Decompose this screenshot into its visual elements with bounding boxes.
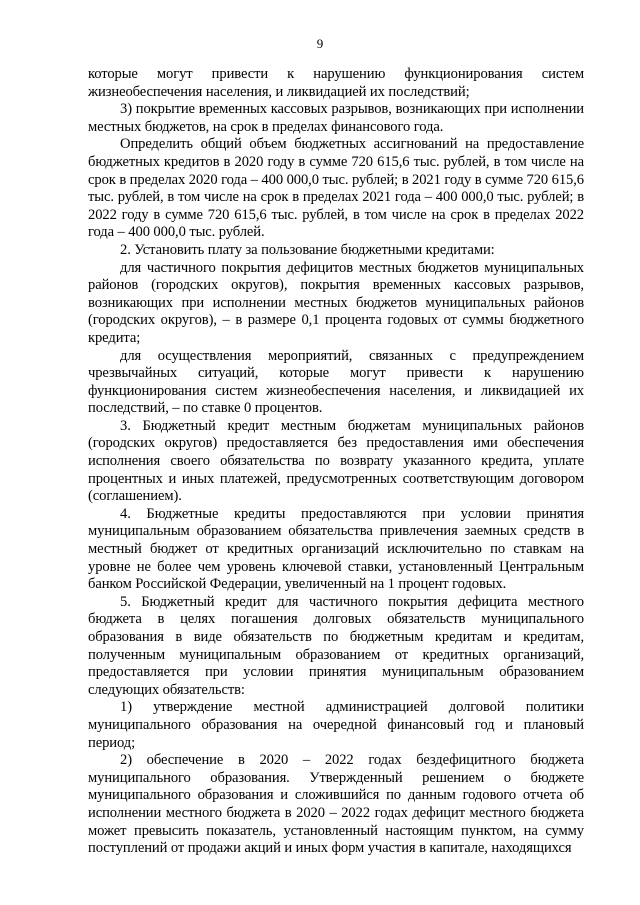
paragraph-section-4: 4. Бюджетные кредиты предоставляются при условии принятия муниципальным образованием обязательства привлечения заемных средств в местный бюджет от кредитных организаций исключительно по ставкам на уровне не более чем уровень ключевой ставки, установленный Центральным банком Российской Федерации, увеличенный на 1 процент годовых. [88,505,584,593]
paragraph-section-2: 2. Установить плату за пользование бюджетными кредитами: [120,241,495,258]
paragraph-obligation-1: 1) утверждение местной администрацией долговой политики муниципального образования на очередной финансовый год и плановый период; [88,699,584,751]
paragraph-deficit-coverage: для частичного покрытия дефицитов местных бюджетов муниципальных районов (городских округов), покрытия временных кассовых разрывов, возникающих при исполнении местных бюджетов муниципальных районов (городских округов), – в размере 0,1 процента годовых от суммы бюджетного кредита; [88,259,584,346]
paragraph-section-3: 3. Бюджетный кредит местным бюджетам муниципальных районов (городских округов) предоставляется без предоставления ими обеспечения исполнения своего обязательства по возврату указанного кредита, уплате процентных и иных платежей, предусмотренных соответствующим договором (соглашением). [88,417,584,505]
page-number: 9 [316,36,324,51]
paragraph-item-3: 3) покрытие временных кассовых разрывов, возникающих при исполнении местных бюджетов, на срок в пределах финансового года. [88,101,584,135]
document-body [88,66,584,858]
paragraph-section-5: 5. Бюджетный кредит для частичного покрытия дефицита местного бюджета в целях погашения долговых обязательств муниципального образования в виде обязательств по бюджетным кредитам и кредитам, полученным муниципальным образованием от кредитных организаций, предоставляется при условии принятия муниципальным образованием следующих обязательств: [88,593,584,698]
paragraph-continuation: которые могут привести к нарушению функционирования систем жизнеобеспечения населения, и ликвидацией их последствий; [88,66,584,100]
paragraph-obligation-2: 2) обеспечение в 2020 – 2022 годах бездефицитного бюджета муниципального образования. Утвержденный решением о бюджете муниципального образования и сложившийся по данным годового отчета об исполнении местного бюджета в 2020 – 2022 годах дефицит местного бюджета может превысить показатель, установленный настоящим пунктом, на сумму поступлений от продажи акций и иных форм участия в капитале, находящихся [88,752,584,857]
paragraph-budget-allocations: Определить общий объем бюджетных ассигнований на предоставление бюджетных кредитов в 2020 году в сумме 720 615,6 тыс. рублей, в том числе на срок в пределах 2020 года – 400 000,0 тыс. рублей; в 2021 году в сумме 720 615,6 тыс. рублей, в том числе на срок в пределах 2021 года – 400 000,0 тыс. рублей; в 2022 году в сумме 720 615,6 тыс. рублей, в том числе на срок в пределах 2022 года – 400 000,0 тыс. рублей. [88,136,584,241]
paragraph-emergency-measures: для осуществления мероприятий, связанных с предупреждением чрезвычайных ситуаций, которые могут привести к нарушению функционирования систем жизнеобеспечения населения, и ликвидацией их последствий, – по ставке 0 процентов. [88,347,584,417]
